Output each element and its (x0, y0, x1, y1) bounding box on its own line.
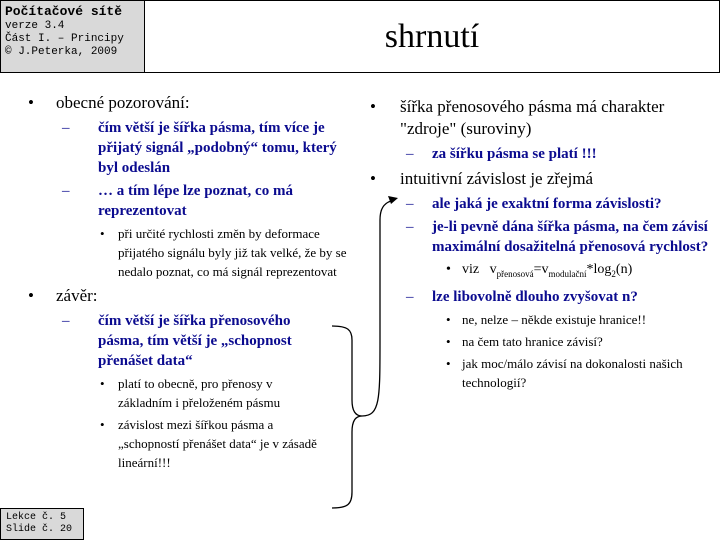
bullet-text: intuitivní závislost je zřejmá (400, 169, 594, 188)
sub-item (370, 144, 710, 164)
sub-item (370, 194, 710, 214)
sub-sub-item (28, 224, 348, 281)
bullet-dot: • (100, 226, 105, 241)
sub-sub-item-text: platí to obecně, pro přenosy v základním i přeloženém pásmu (118, 376, 281, 410)
bullet-text: závěr: (56, 286, 98, 305)
formula-prefix: viz (462, 262, 480, 277)
formula-part: v (489, 262, 497, 277)
bullet-dot: • (446, 262, 451, 277)
bullet-dot: • (370, 169, 376, 188)
slide-title: shrnutí (384, 17, 480, 55)
bullet-dash: – (406, 288, 414, 305)
sub-item-text: … a tím lépe lze poznat, co má reprezentovat (98, 183, 293, 219)
bullet-dash: – (406, 146, 414, 162)
bullet-text: šířka přenosového pásma má charakter "zdroje" (suroviny) (400, 97, 665, 138)
formula-subscript: modulační (548, 268, 587, 279)
right-column (370, 96, 710, 395)
course-info-box (0, 0, 145, 73)
bullet-item (28, 92, 348, 114)
bullet-dash: – (406, 219, 414, 235)
bullet-dash: – (62, 120, 70, 136)
sub-item (28, 311, 348, 371)
sub-sub-item (28, 374, 348, 412)
bullet-dot: • (100, 376, 105, 391)
sub-sub-item-text: závislost mezi šířkou pásma a „schopností přenášet data“ je v zásadě lineární!!! (118, 417, 317, 470)
left-column (28, 92, 348, 475)
brace-arrow (330, 190, 400, 520)
sub-item-text: ale jaká je exaktní forma závislosti? (432, 196, 662, 212)
bullet-text: obecné pozorování: (56, 93, 190, 112)
bullet-item (28, 285, 348, 307)
bullet-dash: – (62, 313, 70, 329)
bullet-dot: • (100, 417, 105, 432)
sub-item-text: čím větší je šířka přenosového pásma, tím větší je „schopnost přenášet data“ (98, 313, 292, 369)
copyright-label: © J.Peterka, 2009 (5, 46, 118, 58)
formula-item (370, 260, 710, 284)
bullet-dot: • (28, 286, 34, 305)
bullet-dash: – (406, 196, 414, 212)
sub-item (28, 181, 348, 221)
sub-item-text: čím větší je šířka pásma, tím více je přijatý signál „podobný“ tomu, který byl odeslán (98, 120, 337, 176)
formula-part: (n) (615, 262, 633, 277)
arrow-line (362, 200, 394, 416)
sub-sub-item (370, 310, 710, 329)
course-name: Počítačové sítě (5, 4, 123, 19)
sub-sub-item (370, 354, 710, 392)
formula-subscript: 2 (611, 268, 616, 279)
bullet-dot: • (446, 311, 451, 327)
sub-sub-item (28, 415, 348, 472)
sub-item-text: je-li pevně dána šířka pásma, na čem závisí maximální dosažitelná přenosová rychlost? (432, 219, 709, 255)
part-label: Část I. – Principy (5, 33, 124, 45)
bullet-dot: • (28, 93, 34, 112)
arrow-head (388, 196, 398, 204)
sub-item (370, 217, 710, 257)
sub-item (370, 287, 710, 307)
formula-part: *log (586, 262, 612, 277)
version-label: verze 3.4 (5, 20, 65, 32)
sub-item (28, 118, 348, 178)
slide-number: Slide č. 20 (6, 524, 73, 535)
curly-brace (332, 326, 362, 508)
formula-part: =v (533, 262, 549, 277)
sub-sub-item-text: jak moc/málo závisí na dokonalosti našich technologií? (462, 355, 683, 390)
bullet-dot: • (370, 97, 376, 116)
sub-item-text: za šířku pásma se platí !!! (432, 146, 597, 162)
sub-sub-item-text: na čem tato hranice závisí? (462, 333, 603, 349)
bullet-dot: • (446, 333, 451, 349)
sub-sub-item (370, 332, 710, 351)
lecture-number: Lekce č. 5 (6, 512, 67, 523)
sub-sub-item-text: ne, nelze – někde existuje hranice!! (462, 311, 647, 327)
title-bar (145, 0, 720, 73)
bullet-item (370, 168, 710, 190)
formula-subscript: přenosová (496, 268, 534, 279)
bullet-dash: – (62, 183, 70, 199)
formula (462, 262, 632, 277)
sub-sub-item-text: při určité rychlosti změn by deformace přijatého signálu byly již tak velké, že by se nedalo poznat, co má signál reprezentovat (118, 226, 347, 279)
bullet-item (370, 96, 710, 140)
slide-info-box (0, 508, 84, 540)
sub-item-text: lze libovolně dlouho zvyšovat n? (432, 288, 638, 305)
bullet-dot: • (446, 355, 451, 371)
